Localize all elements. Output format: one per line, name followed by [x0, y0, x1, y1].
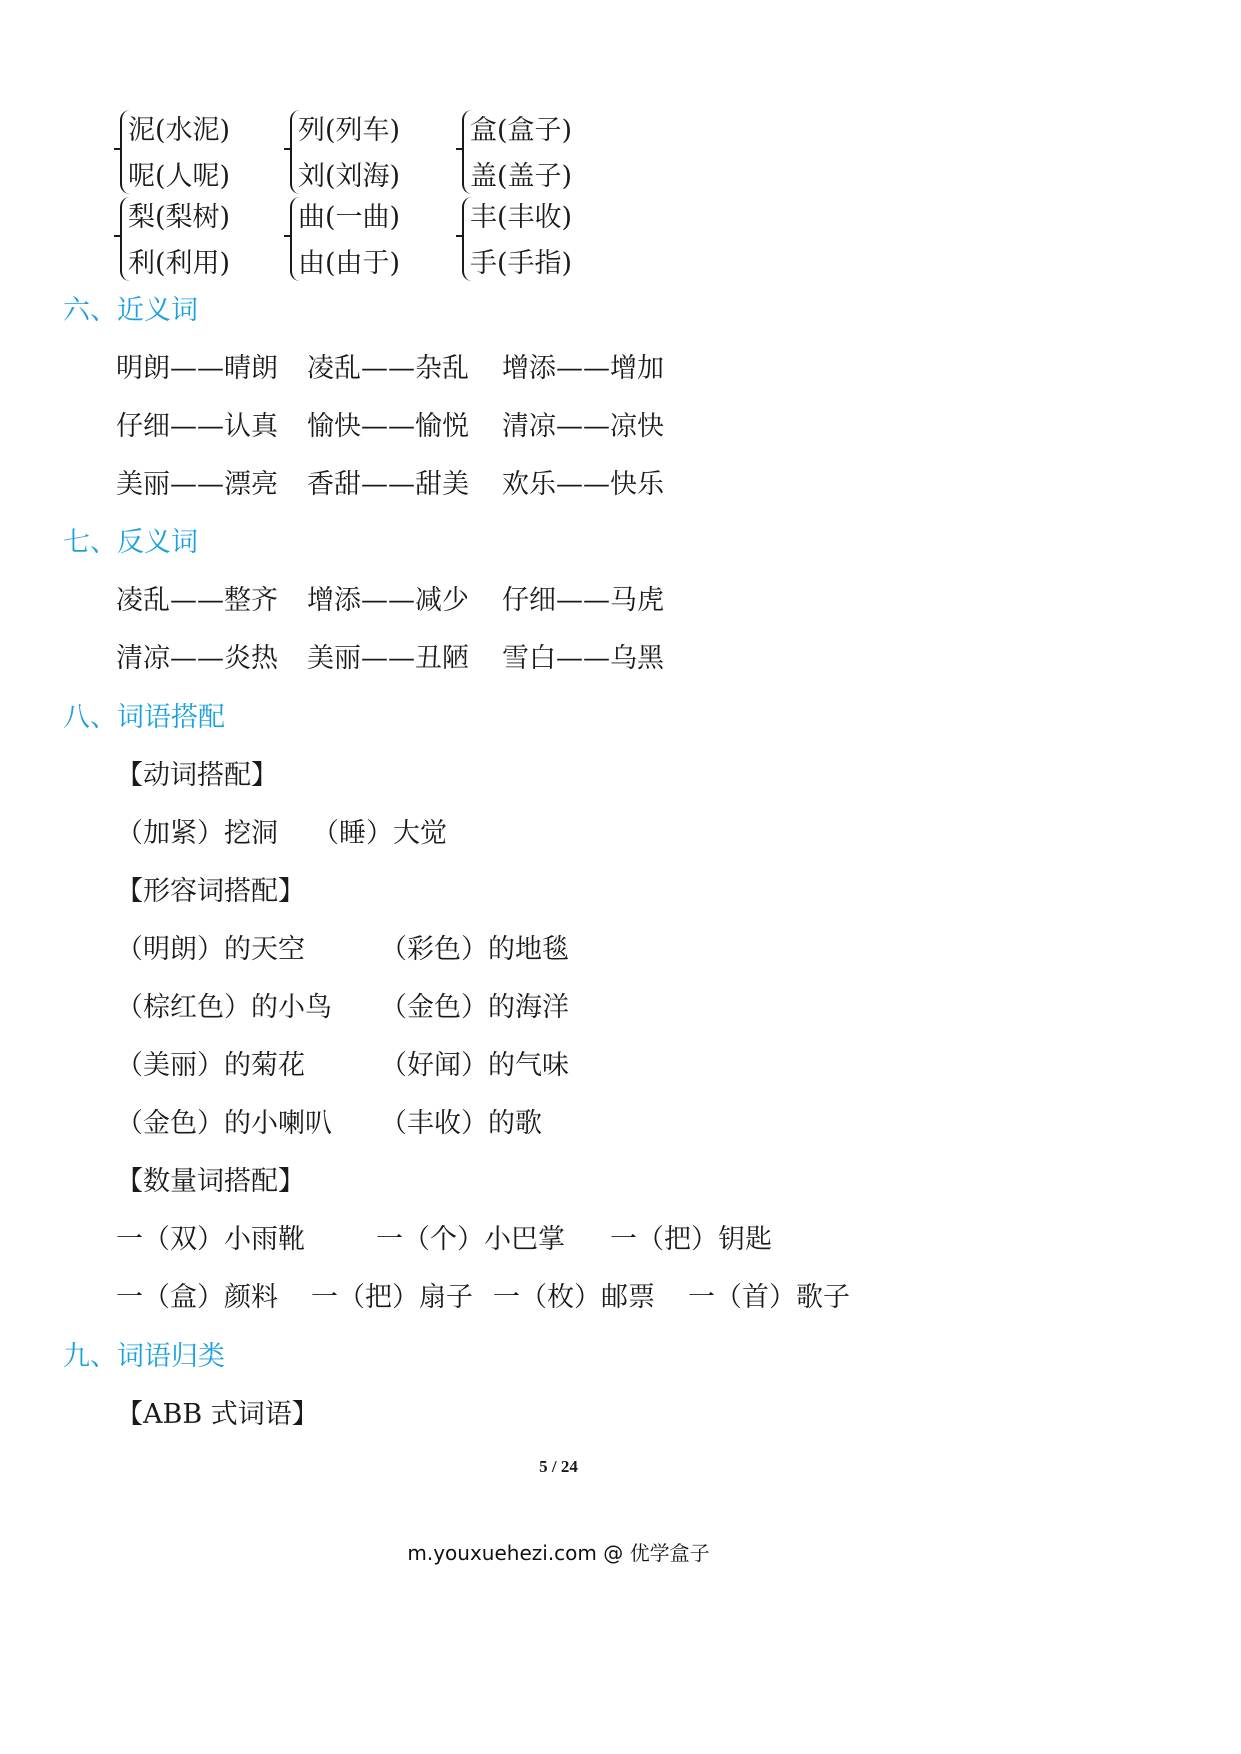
pair-word: 列(列车) [298, 115, 401, 146]
adj-collocation-item: （彩色）的地毯 [380, 934, 569, 965]
pair-word: 梨(梨树) [128, 202, 231, 233]
char-pair-4 [120, 195, 290, 285]
synonym-item: 清凉——凉快 [502, 411, 664, 442]
verb-collocation-item: （睡）大觉 [312, 818, 447, 849]
adj-collocation-item: （棕红色）的小鸟 [116, 992, 332, 1023]
char-pair-5 [290, 195, 460, 285]
synonym-item: 仔细——认真 [116, 411, 278, 442]
footer-watermark: m.youxuehezi.com @ 优学盒子 [407, 1541, 710, 1565]
pair-word: 盒(盒子) [470, 115, 573, 146]
pair-word: 呢(人呢) [128, 161, 231, 192]
section-heading-antonyms: 七、反义词 [63, 527, 198, 558]
pair-word: 由(由于) [298, 248, 401, 279]
section-heading-synonyms: 六、近义词 [63, 295, 198, 326]
pair-word: 刘(刘海) [298, 161, 401, 192]
synonym-item: 增添——增加 [502, 353, 664, 384]
char-pair-6 [462, 195, 632, 285]
synonym-item: 明朗——晴朗 [116, 353, 278, 384]
adj-collocation-item: （金色）的海洋 [380, 992, 569, 1023]
adj-collocation-item: （明朗）的天空 [116, 934, 305, 965]
char-pair-1 [120, 108, 290, 198]
pair-word: 曲(一曲) [298, 202, 401, 233]
measure-collocation-title: 【数量词搭配】 [116, 1166, 305, 1197]
abb-words-title: 【ABB 式词语】 [116, 1399, 319, 1430]
adj-collocation-item: （金色）的小喇叭 [116, 1108, 332, 1139]
measure-collocation-item: 一（盒）颜料 [116, 1282, 278, 1313]
pair-word: 手(手指) [470, 248, 573, 279]
section-heading-classification: 九、词语归类 [63, 1341, 225, 1372]
adj-collocation-item: （好闻）的气味 [380, 1050, 569, 1081]
antonym-item: 仔细——马虎 [502, 585, 664, 616]
synonym-item: 愉快——愉悦 [307, 411, 469, 442]
adj-collocation-item: （丰收）的歌 [380, 1108, 542, 1139]
antonym-item: 清凉——炎热 [116, 643, 278, 674]
pair-word: 利(利用) [128, 248, 231, 279]
pair-word: 泥(水泥) [128, 115, 231, 146]
synonym-item: 美丽——漂亮 [116, 469, 278, 500]
verb-collocation-item: （加紧）挖洞 [116, 818, 278, 849]
measure-collocation-item: 一（个）小巴掌 [376, 1224, 565, 1255]
pair-word: 盖(盖子) [470, 161, 573, 192]
measure-collocation-item: 一（双）小雨靴 [116, 1224, 305, 1255]
section-heading-collocation: 八、词语搭配 [63, 702, 225, 733]
pair-word: 丰(丰收) [470, 202, 573, 233]
char-pair-2 [290, 108, 460, 198]
measure-collocation-item: 一（首）歌子 [688, 1282, 850, 1313]
antonym-item: 增添——减少 [307, 585, 469, 616]
adj-collocation-title: 【形容词搭配】 [116, 876, 305, 907]
antonym-item: 凌乱——整齐 [116, 585, 278, 616]
synonym-item: 香甜——甜美 [307, 469, 469, 500]
verb-collocation-title: 【动词搭配】 [116, 760, 278, 791]
measure-collocation-item: 一（把）钥匙 [610, 1224, 772, 1255]
page-number: 5 / 24 [539, 1457, 578, 1476]
measure-collocation-item: 一（枚）邮票 [493, 1282, 655, 1313]
synonym-item: 欢乐——快乐 [502, 469, 664, 500]
char-pair-3 [462, 108, 632, 198]
antonym-item: 雪白——乌黑 [502, 643, 664, 674]
synonym-item: 凌乱——杂乱 [307, 353, 469, 384]
measure-collocation-item: 一（把）扇子 [311, 1282, 473, 1313]
adj-collocation-item: （美丽）的菊花 [116, 1050, 305, 1081]
antonym-item: 美丽——丑陋 [307, 643, 469, 674]
